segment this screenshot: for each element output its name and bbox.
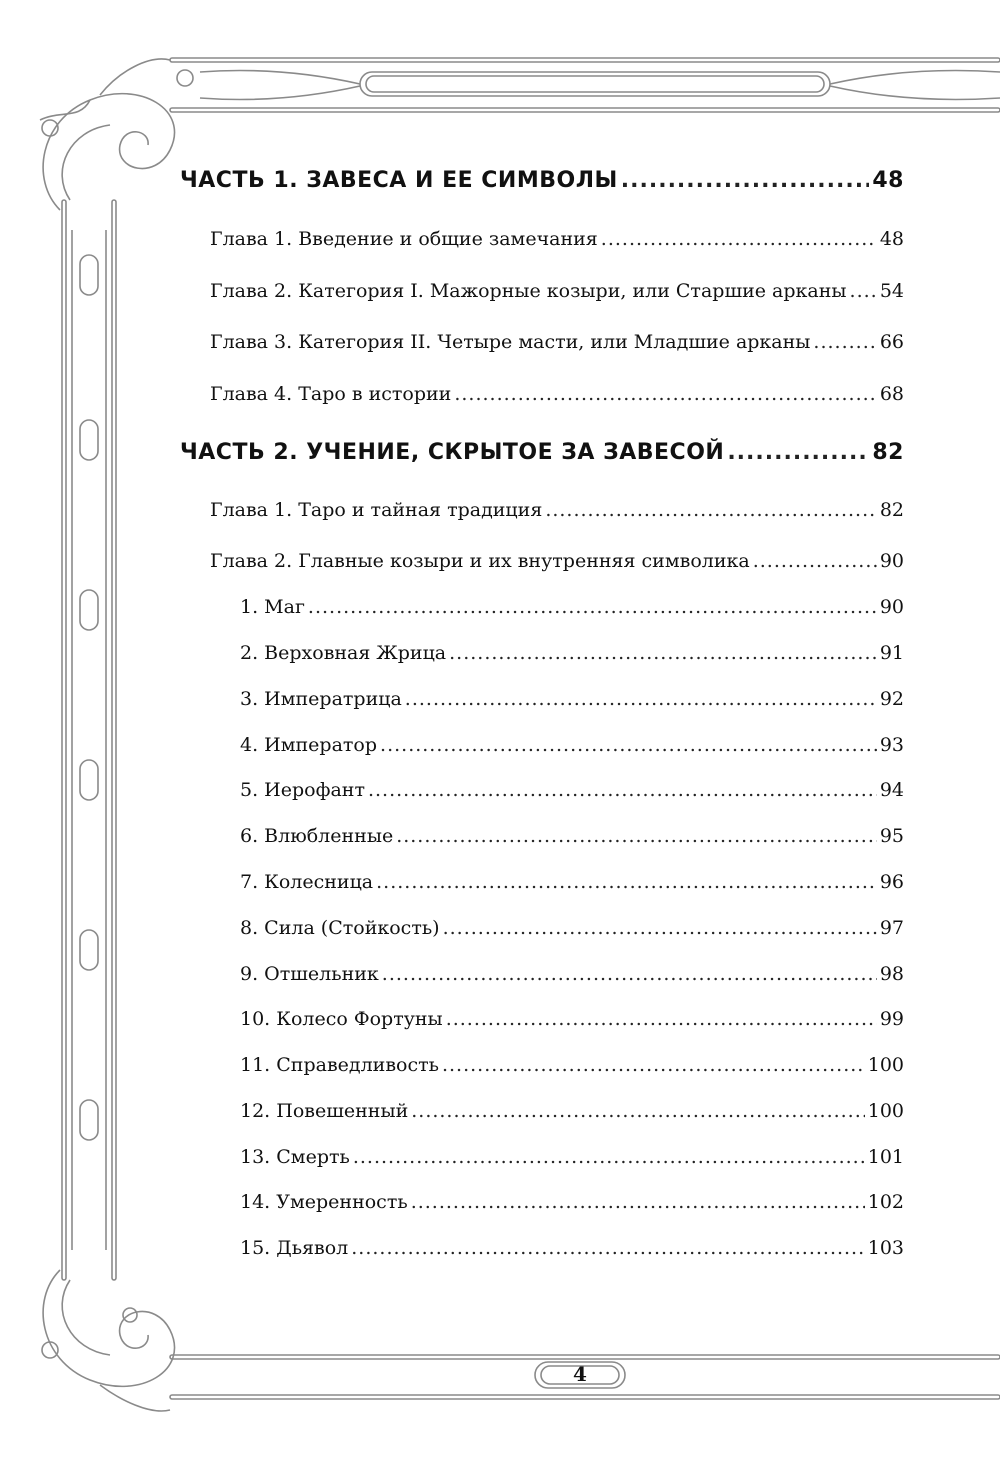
toc-page-number: 48	[872, 168, 904, 193]
toc-page-number: 100	[867, 1054, 904, 1076]
toc-entry-label: 6. Влюбленные	[240, 825, 394, 847]
dot-leader	[382, 963, 877, 985]
toc-page-number: 91	[879, 642, 904, 664]
toc-page-number: 82	[879, 499, 904, 521]
toc-entry-label: Глава 3. Категория II. Четыре масти, или Младшие арканы	[210, 331, 811, 353]
toc-page-number: 98	[879, 963, 904, 985]
dot-leader	[813, 331, 876, 353]
toc-entry-label: 8. Сила (Стойкость)	[240, 917, 440, 939]
toc-entry-label: 12. Повешенный	[240, 1100, 409, 1122]
dot-leader	[449, 642, 877, 664]
dot-leader	[727, 440, 869, 465]
toc-page-number: 82	[872, 440, 904, 465]
toc-item[interactable]	[240, 1237, 904, 1259]
toc-entry-label: Глава 4. Таро в истории	[210, 383, 452, 405]
toc-entry-label: 3. Императрица	[240, 688, 402, 710]
toc-entry-label: 10. Колесо Фортуны	[240, 1008, 443, 1030]
toc-page-number: 99	[879, 1008, 904, 1030]
toc-page-number: 101	[867, 1146, 904, 1168]
dot-leader	[601, 228, 877, 250]
toc-part-title: ЧАСТЬ 2. УЧЕНИЕ, СКРЫТОЕ ЗА ЗАВЕСОЙ	[180, 440, 725, 465]
toc-chapter[interactable]	[210, 383, 904, 405]
toc-chapter[interactable]	[210, 550, 904, 572]
toc-page-number: 92	[879, 688, 904, 710]
dot-leader	[850, 280, 877, 302]
dot-leader	[368, 779, 877, 801]
dot-leader	[405, 688, 877, 710]
toc-entry-label: 5. Иерофант	[240, 779, 365, 801]
toc-item[interactable]	[240, 1146, 904, 1168]
dot-leader	[454, 383, 876, 405]
dot-leader	[753, 550, 877, 572]
dot-leader	[411, 1100, 865, 1122]
toc-page-number: 66	[879, 331, 904, 353]
toc-entry-label: 4. Император	[240, 734, 378, 756]
page-number: 4	[573, 1362, 587, 1386]
toc-chapter[interactable]	[210, 331, 904, 353]
dot-leader	[411, 1191, 865, 1213]
toc-page-number: 54	[879, 280, 904, 302]
toc-part-title: ЧАСТЬ 1. ЗАВЕСА И ЕЕ СИМВОЛЫ	[180, 168, 618, 193]
toc-chapter[interactable]	[210, 499, 904, 521]
dot-leader	[621, 168, 870, 193]
toc-item[interactable]	[240, 1191, 904, 1213]
dot-leader	[351, 1237, 864, 1259]
toc-entry-label: 15. Дьявол	[240, 1237, 349, 1259]
dot-leader	[396, 825, 877, 847]
dot-leader	[380, 734, 877, 756]
toc-entry-label: Глава 1. Таро и тайная традиция	[210, 499, 543, 521]
toc-entry-label: 13. Смерть	[240, 1146, 350, 1168]
dot-leader	[545, 499, 877, 521]
toc-entry-label: 9. Отшельник	[240, 963, 379, 985]
toc-page-number: 90	[879, 596, 904, 618]
toc-page-number: 102	[867, 1191, 904, 1213]
toc-item[interactable]	[240, 917, 904, 939]
toc-entry-label: 11. Справедливость	[240, 1054, 439, 1076]
toc-page-number: 95	[879, 825, 904, 847]
toc-item[interactable]	[240, 1008, 904, 1030]
toc-item[interactable]	[240, 1054, 904, 1076]
toc-chapter[interactable]	[210, 228, 904, 250]
toc-page-number: 90	[879, 550, 904, 572]
toc-item[interactable]	[240, 596, 904, 618]
toc-page-number: 48	[879, 228, 904, 250]
toc-page-number: 68	[879, 383, 904, 405]
toc-entry-label: 1. Маг	[240, 596, 305, 618]
toc-item[interactable]	[240, 779, 904, 801]
toc-chapter[interactable]	[210, 280, 904, 302]
dot-leader	[376, 871, 877, 893]
toc-item[interactable]	[240, 642, 904, 664]
toc-entry-label: 7. Колесница	[240, 871, 374, 893]
toc-page-number: 93	[879, 734, 904, 756]
toc-item[interactable]	[240, 688, 904, 710]
toc-page-number: 97	[879, 917, 904, 939]
toc-entry-label: Глава 2. Категория I. Мажорные козыри, или Старшие арканы	[210, 280, 847, 302]
toc-page-number: 94	[879, 779, 904, 801]
toc-item[interactable]	[240, 871, 904, 893]
dot-leader	[353, 1146, 865, 1168]
toc-entry-label: 14. Умеренность	[240, 1191, 408, 1213]
toc-item[interactable]	[240, 963, 904, 985]
toc-item[interactable]	[240, 1100, 904, 1122]
dot-leader	[443, 917, 877, 939]
toc-item[interactable]	[240, 734, 904, 756]
toc-entry-label: Глава 2. Главные козыри и их внутренняя символика	[210, 550, 750, 572]
dot-leader	[446, 1008, 877, 1030]
toc-part-2[interactable]	[180, 440, 904, 465]
toc-item[interactable]	[240, 825, 904, 847]
toc-page-number: 100	[867, 1100, 904, 1122]
toc-entry-label: 2. Верховная Жрица	[240, 642, 447, 664]
dot-leader	[442, 1054, 865, 1076]
toc-entry-label: Глава 1. Введение и общие замечания	[210, 228, 598, 250]
dot-leader	[308, 596, 877, 618]
toc-page-number: 96	[879, 871, 904, 893]
toc-part-1[interactable]	[180, 168, 904, 193]
toc-page-number: 103	[867, 1237, 904, 1259]
